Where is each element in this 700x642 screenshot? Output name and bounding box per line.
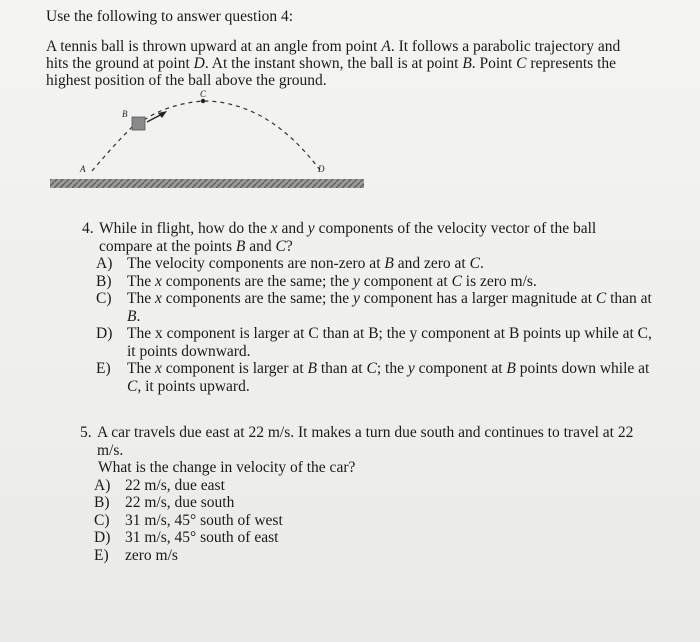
trajectory-arc <box>144 101 320 170</box>
option-letter: A) <box>96 255 113 272</box>
italic-variable: B <box>307 360 317 377</box>
label-c: C <box>200 89 207 99</box>
option-text: The x component is larger at B than at C; the y component at B points down while at C, it points upward. <box>127 360 650 395</box>
option-text: zero m/s <box>125 546 178 564</box>
italic-variable: x <box>154 360 162 377</box>
answer-option-c[interactable] <box>96 290 652 325</box>
option-letter: A) <box>94 476 111 494</box>
ball-marker <box>132 117 145 130</box>
option-text: 31 m/s, 45° south of east <box>125 529 279 546</box>
answer-option-c[interactable] <box>94 512 660 530</box>
answer-option-d[interactable] <box>94 529 660 547</box>
italic-variable: B <box>384 255 394 272</box>
italic-variable: y <box>407 360 415 377</box>
italic-variable: B <box>506 360 516 377</box>
answer-option-a[interactable] <box>94 477 660 495</box>
answer-option-e[interactable] <box>94 547 660 565</box>
option-text: The x components are the same; the y component at C is zero m/s. <box>127 272 537 290</box>
question-subprompt: What is the change in velocity of the car? <box>98 459 356 476</box>
answer-option-b[interactable] <box>94 494 660 512</box>
question-stem: A car travels due east at 22 m/s. It makes a turn due south and continues to travel at 22 m/s. <box>97 424 634 459</box>
option-letter: D) <box>94 529 111 546</box>
apex-marker <box>201 99 205 103</box>
label-b: B <box>122 109 128 119</box>
italic-variable: C <box>595 290 607 307</box>
italic-variable: y <box>352 290 360 307</box>
italic-variable: x <box>270 220 278 237</box>
italic-variable: C <box>127 377 138 395</box>
italic-variable: B <box>127 307 137 325</box>
question-5 <box>80 424 660 564</box>
question-stem: While in flight, how do the x and y components of the velocity vector of the ball compare at the points B and C? <box>99 220 597 255</box>
italic-variable: y <box>307 220 315 237</box>
italic-variable: C <box>275 237 286 255</box>
option-text: The x component is larger at C than at B; the y component at B points up while at C, it points downward. <box>127 325 652 360</box>
italic-variable: A <box>381 38 391 55</box>
trajectory-rise <box>92 126 133 171</box>
option-letter: D) <box>96 325 113 342</box>
option-text: The x components are the same; the y component has a larger magnitude at C than at B. <box>127 290 652 325</box>
question-4 <box>82 220 652 395</box>
option-text: 31 m/s, 45° south of west <box>125 511 283 529</box>
answer-option-d[interactable] <box>96 325 652 360</box>
italic-variable: C <box>451 272 462 290</box>
italic-variable: x <box>154 272 162 290</box>
italic-variable: y <box>352 272 360 290</box>
option-letter: E) <box>94 546 109 564</box>
trajectory-figure <box>48 86 368 196</box>
italic-variable: C <box>469 255 480 272</box>
option-letter: C) <box>94 511 110 529</box>
option-letter: E) <box>96 360 111 377</box>
italic-variable: B <box>462 55 472 72</box>
ground-strip <box>50 179 364 188</box>
italic-variable: C <box>516 55 527 72</box>
answer-option-b[interactable] <box>96 273 652 291</box>
option-letter: B) <box>96 272 112 290</box>
label-a: A <box>80 164 86 174</box>
instructions-header: Use the following to answer question 4: <box>46 8 294 25</box>
label-d: D <box>318 164 325 174</box>
option-text: The velocity components are non-zero at B and zero at C. <box>127 255 484 272</box>
question-number: 5. <box>80 424 92 441</box>
option-letter: C) <box>96 290 112 307</box>
option-text: 22 m/s, due south <box>125 494 235 511</box>
italic-variable: C <box>366 360 377 377</box>
option-letter: B) <box>94 494 110 511</box>
italic-variable: B <box>235 237 246 255</box>
question-number: 4. <box>82 220 94 237</box>
answer-option-e[interactable] <box>96 360 652 395</box>
problem-intro: A tennis ball is thrown upward at an angle from point A. It follows a parabolic trajectory and hits the ground at point D. At the instant shown, the ball is at point B. Point C represents the highest position of the ball above the ground. <box>46 38 621 89</box>
italic-variable: x <box>154 290 162 307</box>
italic-variable: D <box>193 55 205 72</box>
answer-option-a[interactable] <box>96 255 652 273</box>
option-text: 22 m/s, due east <box>125 476 225 494</box>
